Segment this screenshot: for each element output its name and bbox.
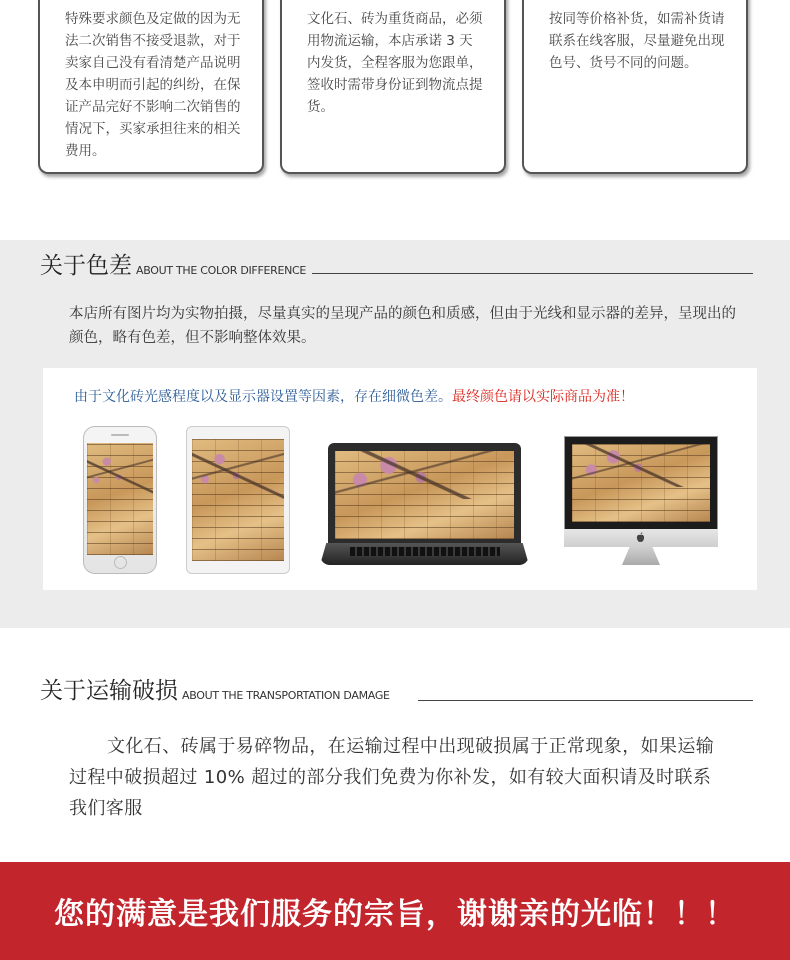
tablet-device-image — [186, 426, 290, 574]
policy-card-custom-order — [38, 0, 264, 174]
section-divider — [418, 700, 753, 701]
transport-damage-section — [0, 628, 790, 862]
color-note — [74, 386, 634, 406]
banner-text: 您的满意是我们服务的宗旨，谢谢亲的光临！！！ — [54, 897, 736, 932]
section-divider — [312, 273, 753, 274]
section-title-en: ABOUT THE COLOR DIFFERENCE — [136, 264, 307, 277]
policy-card-shipping — [280, 0, 506, 174]
section-title-zh: 关于运输破损 — [40, 678, 178, 704]
thank-you-banner — [0, 862, 790, 960]
section-title — [40, 252, 306, 280]
policy-cards — [0, 0, 790, 240]
section-title-zh: 关于色差 — [40, 253, 132, 279]
color-description: 本店所有图片均为实物拍摄，尽量真实的呈现产品的颜色和质感，但由于光线和显示器的差异，呈现出的颜色，略有色差，但不影响整体效果。 — [69, 306, 736, 346]
apple-logo-icon — [636, 532, 645, 543]
transport-description: 文化石、砖属于易碎物品，在运输过程中出现破损属于正常现象，如果运输过程中破损超过 10% 超过的部分我们免费为你补发，如有较大面积请及时联系我们客服 — [69, 736, 715, 819]
policy-card-text: 文化石、砖为重货商品，必须用物流运输，本店承诺 3 天内发货，全程客服为您跟单，签收时需带身份证到物流点提货。 — [307, 11, 483, 115]
phone-device-image — [83, 426, 157, 574]
desktop-monitor-image — [564, 436, 718, 568]
color-note-red: 最终颜色请以实际商品为准！ — [452, 389, 634, 405]
color-note-blue: 由于文化砖光感程度以及显示器设置等因素，存在细微色差。 — [74, 389, 452, 405]
stone-wall-image — [192, 439, 284, 561]
stone-wall-image — [572, 444, 710, 522]
section-title — [40, 677, 390, 705]
policy-card-text: 按同等价格补货，如需补货请联系在线客服，尽量避免出现色号、货号不同的问题。 — [549, 11, 725, 71]
policy-card-restock — [522, 0, 748, 174]
policy-card-text: 特殊要求颜色及定做的因为无法二次销售不接受退款，对于卖家自己没有看清楚产品说明及本申明而引起的纠纷，在保证产品完好不影响二次销售的情况下，买家承担往来的相关费用。 — [65, 11, 241, 159]
section-title-en: ABOUT THE TRANSPORTATION DAMAGE — [182, 689, 390, 702]
laptop-device-image — [320, 443, 529, 569]
device-comparison-panel — [43, 368, 757, 590]
stone-wall-image — [87, 443, 153, 555]
stone-wall-image — [335, 451, 514, 539]
color-difference-section — [0, 240, 790, 628]
